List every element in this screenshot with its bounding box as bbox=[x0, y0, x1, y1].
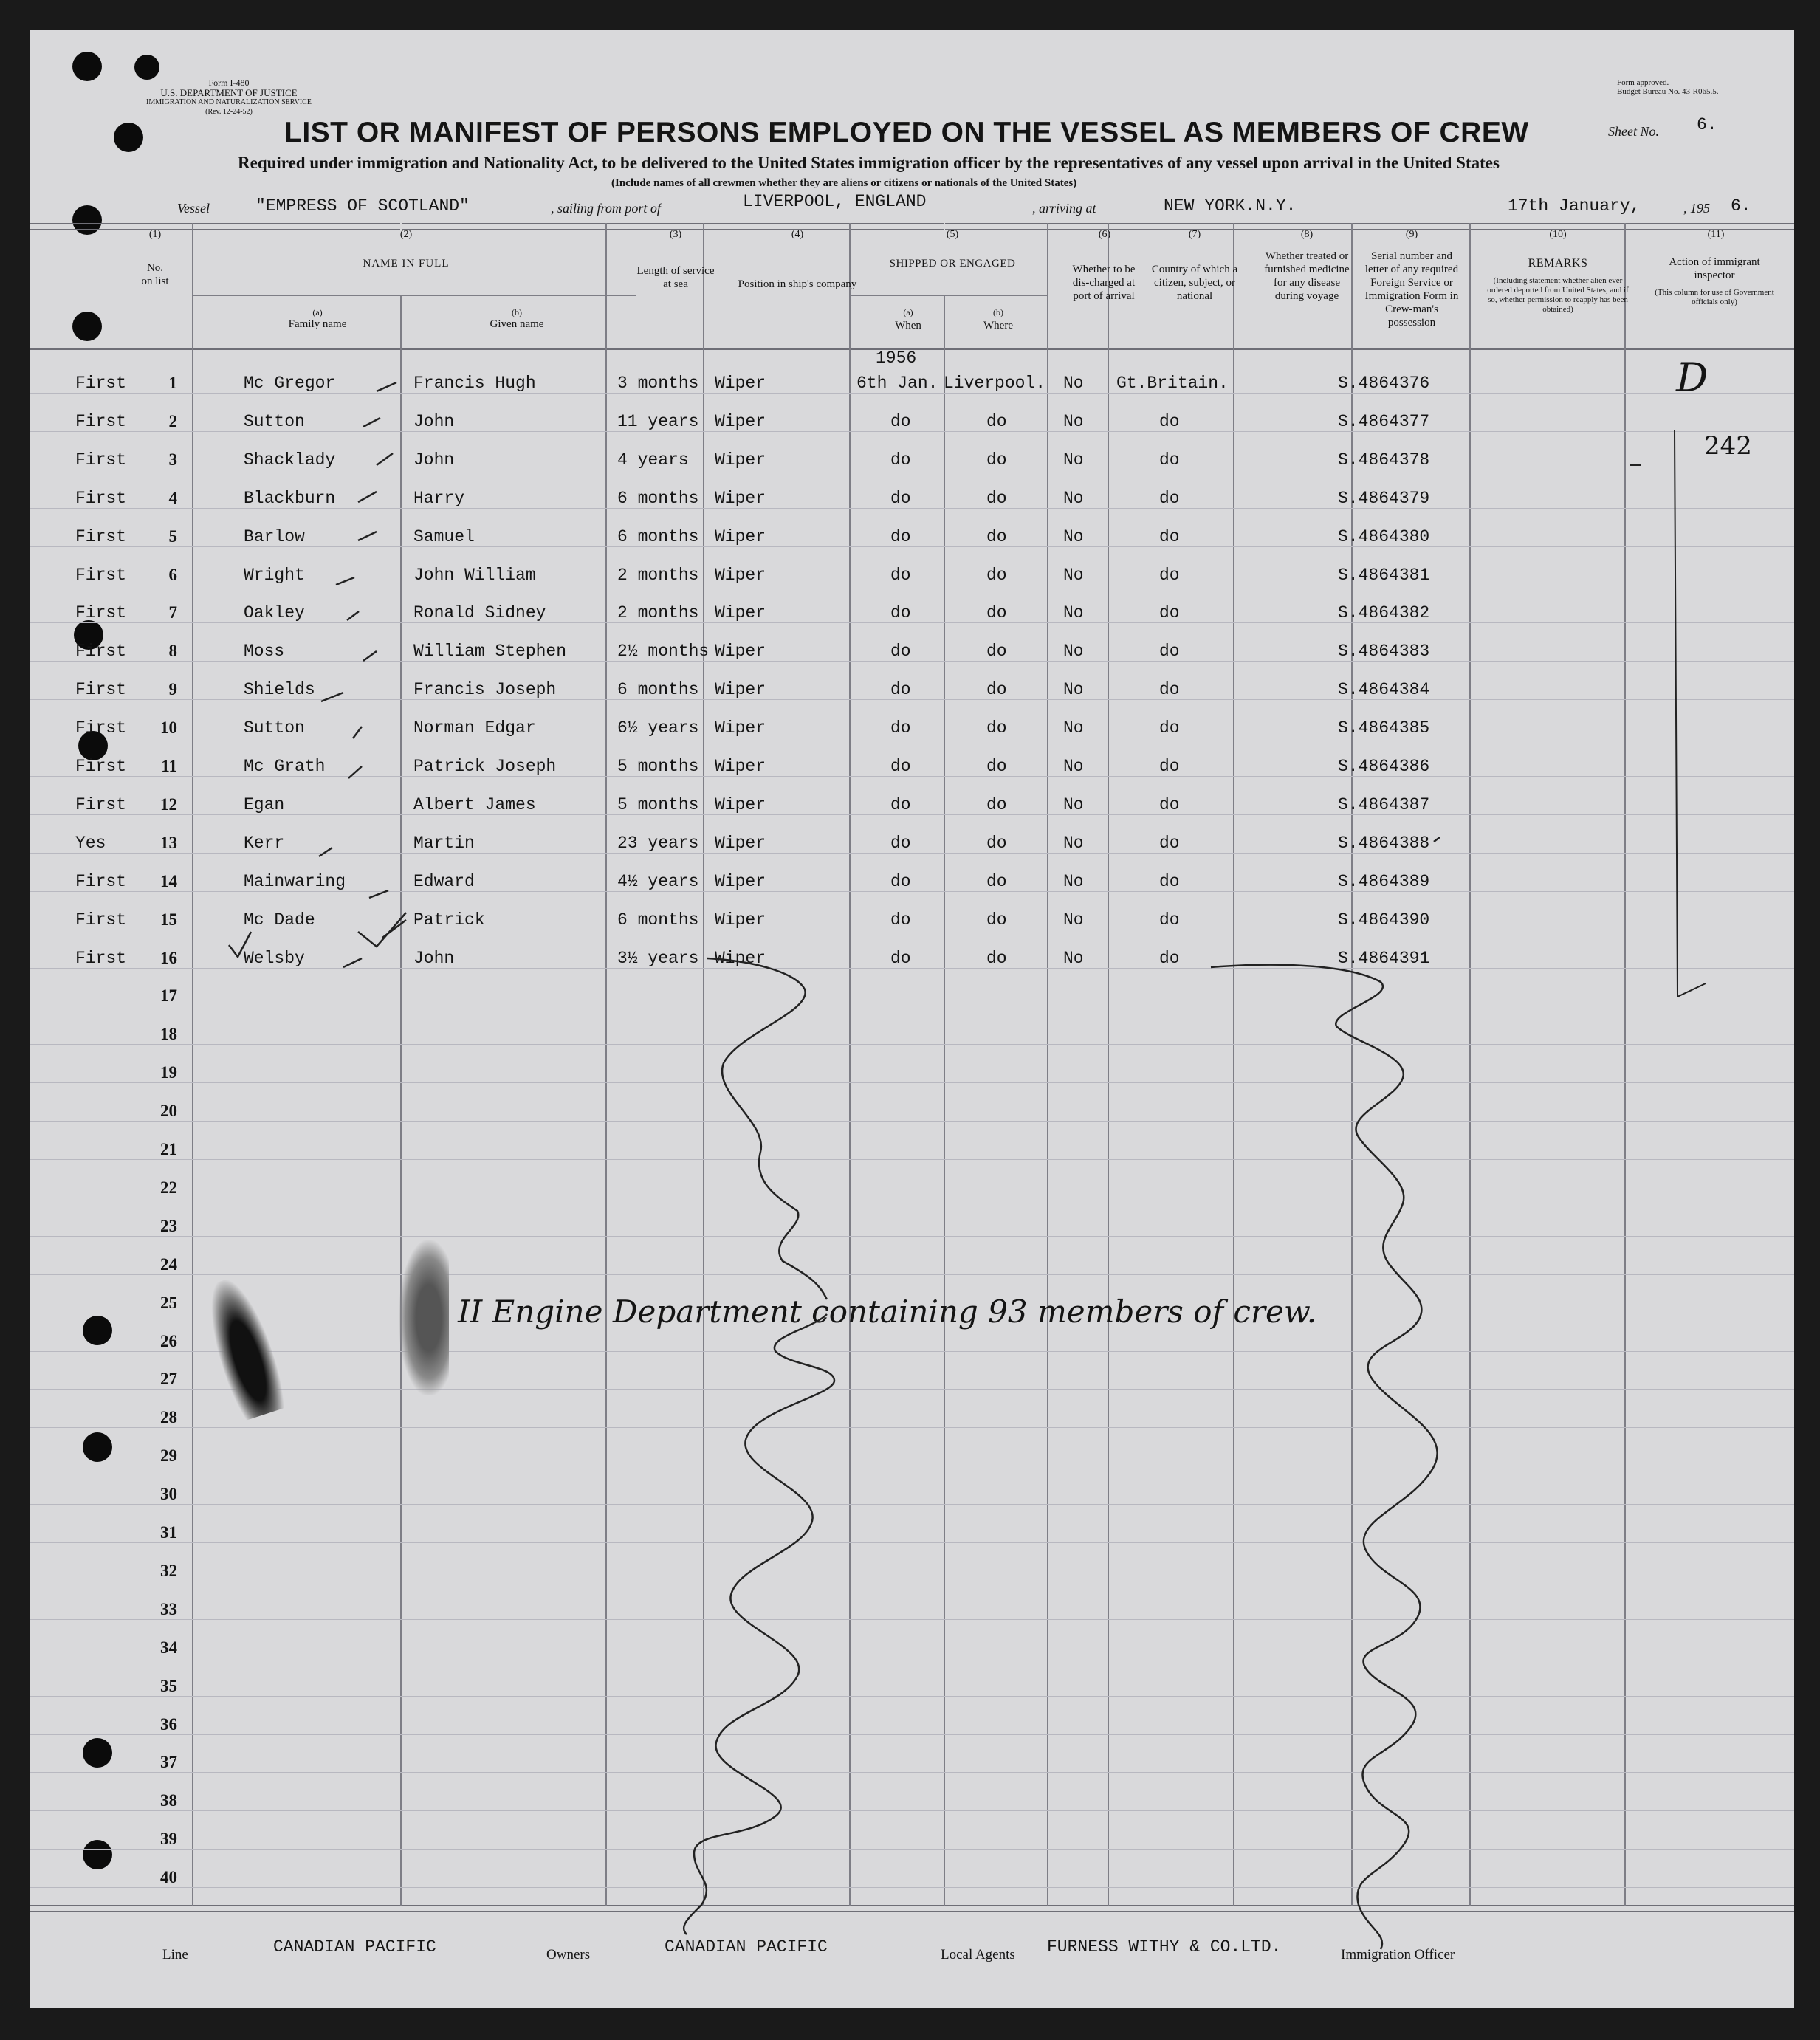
country-cell: do bbox=[1159, 603, 1180, 622]
discharged-cell: No bbox=[1063, 450, 1084, 470]
country-cell: do bbox=[1159, 872, 1180, 891]
trip-cell: Yes bbox=[75, 834, 106, 853]
form-serial-cell: S.4864384 bbox=[1338, 680, 1430, 699]
row-number: 28 bbox=[160, 1408, 177, 1426]
service-cell: 23 years bbox=[617, 834, 699, 853]
agents-value: FURNESS WITHY & CO.LTD. bbox=[1047, 1937, 1282, 1957]
when-cell: do bbox=[890, 795, 911, 814]
form-number: Form I-480 bbox=[208, 78, 250, 88]
where-cell: do bbox=[986, 566, 1007, 585]
discharged-cell: No bbox=[1063, 834, 1084, 853]
where-cell: do bbox=[986, 910, 1007, 930]
handwritten-note: II Engine Department containing 93 members of crew. bbox=[458, 1294, 1317, 1330]
row-number: 12 bbox=[160, 795, 177, 814]
position-cell: Wiper bbox=[715, 527, 766, 546]
col4-number: (4) bbox=[791, 229, 804, 240]
row-number: 19 bbox=[160, 1063, 177, 1082]
service-cell: 4 years bbox=[617, 450, 689, 470]
trip-cell: First bbox=[75, 374, 127, 393]
given-name-cell: William Stephen bbox=[413, 642, 567, 661]
where-cell: do bbox=[986, 680, 1007, 699]
remarks-mark: D bbox=[1676, 354, 1709, 401]
row-number: 11 bbox=[161, 757, 177, 775]
row-number: 31 bbox=[160, 1523, 177, 1542]
where-cell: do bbox=[986, 489, 1007, 508]
country-cell: do bbox=[1159, 910, 1180, 930]
col10-header: REMARKS bbox=[1528, 257, 1588, 269]
service-cell: 6 months bbox=[617, 527, 699, 546]
family-name-cell: Welsby bbox=[244, 949, 305, 968]
when-cell: do bbox=[890, 949, 911, 968]
country-cell: do bbox=[1159, 527, 1180, 546]
discharged-cell: No bbox=[1063, 795, 1084, 814]
position-cell: Wiper bbox=[715, 949, 766, 968]
form-serial-cell: S.4864377 bbox=[1338, 412, 1430, 431]
family-name-cell: Mainwaring bbox=[244, 872, 346, 891]
form-serial-cell: S.4864385 bbox=[1338, 718, 1430, 738]
service-cell: 2½ months bbox=[617, 642, 710, 661]
col2b-letter: (b) bbox=[512, 307, 522, 317]
form-serial-cell: S.4864390 bbox=[1338, 910, 1430, 930]
row-number: 34 bbox=[160, 1638, 177, 1657]
row-number: 10 bbox=[160, 718, 177, 737]
departure-port: LIVERPOOL, ENGLAND bbox=[743, 192, 927, 211]
service-cell: 5 months bbox=[617, 757, 699, 776]
family-name-cell: Sutton bbox=[244, 412, 305, 431]
given-name-cell: Patrick bbox=[413, 910, 485, 930]
agents-label: Local Agents bbox=[941, 1947, 1015, 1962]
country-cell: do bbox=[1159, 680, 1180, 699]
when-cell: do bbox=[890, 450, 911, 470]
remarks-number: 242 bbox=[1704, 431, 1752, 461]
discharged-cell: No bbox=[1063, 642, 1084, 661]
country-cell: do bbox=[1159, 566, 1180, 585]
position-cell: Wiper bbox=[715, 566, 766, 585]
subtitle-note: (Include names of all crewmen whether they are aliens or citizens or nationals of the United States) bbox=[611, 177, 1077, 189]
col5a-header: When bbox=[895, 320, 921, 332]
row-number: 18 bbox=[160, 1025, 177, 1043]
family-name-cell: Oakley bbox=[244, 603, 305, 622]
row-number: 39 bbox=[160, 1830, 177, 1848]
where-cell: do bbox=[986, 412, 1007, 431]
trip-cell: First bbox=[75, 795, 127, 814]
where-cell: do bbox=[986, 795, 1007, 814]
col2-header: NAME IN FULL bbox=[363, 258, 450, 269]
given-name-cell: Edward bbox=[413, 872, 475, 891]
when-cell: do bbox=[890, 718, 911, 738]
form-serial-cell: S.4864391 bbox=[1338, 949, 1430, 968]
when-cell: do bbox=[890, 603, 911, 622]
where-cell: do bbox=[986, 718, 1007, 738]
trip-cell: First bbox=[75, 566, 127, 585]
form-serial-cell: S.4864388 bbox=[1338, 834, 1430, 853]
col3-number: (3) bbox=[669, 229, 682, 240]
row-number: 16 bbox=[160, 949, 177, 967]
row-number: 37 bbox=[160, 1753, 177, 1771]
shipped-year: 1956 bbox=[876, 348, 917, 368]
subtitle: Required under immigration and Nationality Act, to be delivered to the United States immigration officer by the representatives of any vessel upon arrival in the United States bbox=[238, 154, 1500, 172]
row-number: 7 bbox=[168, 603, 177, 622]
row-number: 23 bbox=[160, 1217, 177, 1235]
cancellation-marks bbox=[30, 30, 1794, 2008]
family-name-cell: Mc Dade bbox=[244, 910, 315, 930]
given-name-cell: John bbox=[413, 949, 455, 968]
country-cell: do bbox=[1159, 450, 1180, 470]
arrival-port: NEW YORK.N.Y. bbox=[1164, 196, 1297, 216]
form-serial-cell: S.4864376 bbox=[1338, 374, 1430, 393]
given-name-cell: Samuel bbox=[413, 527, 475, 546]
ink-stain bbox=[399, 1240, 449, 1395]
when-cell: do bbox=[890, 412, 911, 431]
trip-cell: First bbox=[75, 603, 127, 622]
position-cell: Wiper bbox=[715, 718, 766, 738]
service-cell: 6 months bbox=[617, 910, 699, 930]
row-number: 5 bbox=[168, 527, 177, 546]
page-title: LIST OR MANIFEST OF PERSONS EMPLOYED ON THE VESSEL AS MEMBERS OF CREW bbox=[284, 117, 1529, 148]
given-name-cell: Francis Hugh bbox=[413, 374, 536, 393]
cancel-wave-right bbox=[1211, 965, 1438, 1949]
col10-number: (10) bbox=[1549, 229, 1567, 240]
country-cell: do bbox=[1159, 834, 1180, 853]
trip-cell: First bbox=[75, 642, 127, 661]
discharged-cell: No bbox=[1063, 757, 1084, 776]
position-cell: Wiper bbox=[715, 680, 766, 699]
col2b-header: Given name bbox=[490, 318, 544, 330]
col5a-letter: (a) bbox=[903, 307, 913, 317]
discharged-cell: No bbox=[1063, 489, 1084, 508]
row-number: 21 bbox=[160, 1140, 177, 1158]
country-cell: do bbox=[1159, 489, 1180, 508]
position-cell: Wiper bbox=[715, 642, 766, 661]
form-serial-cell: S.4864383 bbox=[1338, 642, 1430, 661]
when-cell: do bbox=[890, 489, 911, 508]
col7-header: Country of which a citizen, subject, or national bbox=[1151, 264, 1238, 302]
when-cell: do bbox=[890, 527, 911, 546]
department: U.S. DEPARTMENT OF JUSTICE bbox=[160, 87, 298, 98]
arrival-date: 17th January, bbox=[1508, 196, 1641, 216]
family-name-cell: Kerr bbox=[244, 834, 285, 853]
discharged-cell: No bbox=[1063, 374, 1084, 393]
position-cell: Wiper bbox=[715, 603, 766, 622]
service-cell: 6 months bbox=[617, 680, 699, 699]
manifest-sheet bbox=[30, 30, 1794, 2008]
revision: (Rev. 12-24-52) bbox=[205, 108, 253, 116]
col5-header: SHIPPED OR ENGAGED bbox=[889, 258, 1016, 269]
service: IMMIGRATION AND NATURALIZATION SERVICE bbox=[146, 98, 312, 106]
trip-cell: First bbox=[75, 412, 127, 431]
position-cell: Wiper bbox=[715, 910, 766, 930]
col11-note: (This column for use of Government officials only) bbox=[1655, 288, 1774, 306]
where-cell: do bbox=[986, 949, 1007, 968]
row-number: 25 bbox=[160, 1294, 177, 1312]
row-number: 24 bbox=[160, 1255, 177, 1274]
row-number: 26 bbox=[160, 1332, 177, 1350]
where-cell: do bbox=[986, 603, 1007, 622]
family-name-cell: Sutton bbox=[244, 718, 305, 738]
position-cell: Wiper bbox=[715, 412, 766, 431]
given-name-cell: John William bbox=[413, 566, 536, 585]
position-cell: Wiper bbox=[715, 489, 766, 508]
trip-cell: First bbox=[75, 450, 127, 470]
given-name-cell: Norman Edgar bbox=[413, 718, 536, 738]
when-cell: do bbox=[890, 834, 911, 853]
discharged-cell: No bbox=[1063, 718, 1084, 738]
when-cell: do bbox=[890, 757, 911, 776]
row-number: 30 bbox=[160, 1485, 177, 1503]
line-value: CANADIAN PACIFIC bbox=[273, 1937, 436, 1957]
row-number: 9 bbox=[168, 680, 177, 698]
row-number: 22 bbox=[160, 1178, 177, 1197]
where-cell: do bbox=[986, 450, 1007, 470]
row-number: 6 bbox=[168, 566, 177, 584]
row-number: 3 bbox=[168, 450, 177, 469]
col1-number: (1) bbox=[148, 229, 162, 240]
family-name-cell: Mc Gregor bbox=[244, 374, 336, 393]
discharged-cell: No bbox=[1063, 910, 1084, 930]
form-serial-cell: S.4864380 bbox=[1338, 527, 1430, 546]
col3-header: Length of service at sea bbox=[636, 265, 715, 290]
row-number: 13 bbox=[160, 834, 177, 852]
col10-note: (Including statement whether alien ever ordered deported from United States, and if so, whether permission to reapply has been obtained) bbox=[1487, 276, 1629, 314]
position-cell: Wiper bbox=[715, 834, 766, 853]
family-name-cell: Shields bbox=[244, 680, 315, 699]
col7-number: (7) bbox=[1188, 229, 1201, 240]
country-cell: do bbox=[1159, 718, 1180, 738]
trip-cell: First bbox=[75, 527, 127, 546]
approval-line2: Budget Bureau No. 43-R065.5. bbox=[1617, 87, 1719, 96]
row-number: 8 bbox=[168, 642, 177, 660]
given-name-cell: Francis Joseph bbox=[413, 680, 557, 699]
form-serial-cell: S.4864381 bbox=[1338, 566, 1430, 585]
sheet-label: Sheet No. bbox=[1608, 124, 1659, 139]
given-name-cell: Patrick Joseph bbox=[413, 757, 557, 776]
country-cell: do bbox=[1159, 642, 1180, 661]
position-cell: Wiper bbox=[715, 450, 766, 470]
family-name-cell: Barlow bbox=[244, 527, 305, 546]
trip-cell: First bbox=[75, 910, 127, 930]
col11-number: (11) bbox=[1707, 229, 1725, 240]
discharged-cell: No bbox=[1063, 603, 1084, 622]
row-number: 1 bbox=[168, 374, 177, 392]
row-number: 29 bbox=[160, 1446, 177, 1465]
row-number: 20 bbox=[160, 1102, 177, 1120]
service-cell: 6 months bbox=[617, 489, 699, 508]
trip-cell: First bbox=[75, 718, 127, 738]
service-cell: 11 years bbox=[617, 412, 699, 431]
country-cell: Gt.Britain. bbox=[1116, 374, 1229, 393]
discharged-cell: No bbox=[1063, 566, 1084, 585]
year-prefix: , 195 bbox=[1683, 201, 1710, 216]
family-name-cell: Mc Grath bbox=[244, 757, 326, 776]
inspector-line bbox=[1675, 430, 1706, 997]
service-cell: 4½ years bbox=[617, 872, 699, 891]
row-number: 36 bbox=[160, 1715, 177, 1734]
owners-label: Owners bbox=[546, 1947, 591, 1962]
service-cell: 3½ years bbox=[617, 949, 699, 968]
discharged-cell: No bbox=[1063, 949, 1084, 968]
position-cell: Wiper bbox=[715, 374, 766, 393]
given-name-cell: Albert James bbox=[413, 795, 536, 814]
col5b-letter: (b) bbox=[993, 307, 1003, 317]
given-name-cell: John bbox=[413, 450, 455, 470]
col6-number: (6) bbox=[1098, 229, 1111, 240]
given-name-cell: Harry bbox=[413, 489, 465, 508]
form-serial-cell: S.4864386 bbox=[1338, 757, 1430, 776]
cancel-wave-left bbox=[684, 958, 834, 1934]
col2-number: (2) bbox=[399, 229, 413, 240]
when-cell: do bbox=[890, 910, 911, 930]
row-number: 27 bbox=[160, 1370, 177, 1388]
col4-header: Position in ship's company bbox=[738, 278, 857, 290]
vessel-name: "EMPRESS OF SCOTLAND" bbox=[255, 196, 470, 216]
position-cell: Wiper bbox=[715, 795, 766, 814]
approval-line1: Form approved. bbox=[1617, 78, 1669, 87]
when-cell: do bbox=[890, 872, 911, 891]
discharged-cell: No bbox=[1063, 872, 1084, 891]
trip-cell: First bbox=[75, 949, 127, 968]
where-cell: do bbox=[986, 642, 1007, 661]
trip-cell: First bbox=[75, 872, 127, 891]
row-number: 14 bbox=[160, 872, 177, 890]
col1-header: No. on list bbox=[141, 262, 169, 287]
position-cell: Wiper bbox=[715, 757, 766, 776]
when-cell: do bbox=[890, 566, 911, 585]
discharged-cell: No bbox=[1063, 412, 1084, 431]
when-cell: do bbox=[890, 680, 911, 699]
row-number: 40 bbox=[160, 1868, 177, 1886]
service-cell: 3 months bbox=[617, 374, 699, 393]
col2a-letter: (a) bbox=[312, 307, 323, 317]
sheet-number: 6. bbox=[1697, 115, 1717, 134]
form-serial-cell: S.4864387 bbox=[1338, 795, 1430, 814]
service-cell: 5 months bbox=[617, 795, 699, 814]
row-number: 2 bbox=[168, 412, 177, 430]
trip-cell: First bbox=[75, 489, 127, 508]
country-cell: do bbox=[1159, 949, 1180, 968]
officer-label: Immigration Officer bbox=[1341, 1947, 1455, 1962]
row-number: 35 bbox=[160, 1677, 177, 1695]
family-name-cell: Egan bbox=[244, 795, 285, 814]
family-name-cell: Moss bbox=[244, 642, 285, 661]
year-suffix: 6. bbox=[1731, 196, 1751, 216]
sailing-label: , sailing from port of bbox=[551, 201, 661, 216]
col2a-header: Family name bbox=[288, 318, 347, 330]
form-serial-cell: S.4864379 bbox=[1338, 489, 1430, 508]
line-label: Line bbox=[162, 1947, 188, 1962]
given-name-cell: Martin bbox=[413, 834, 475, 853]
where-cell: Liverpool. bbox=[944, 374, 1046, 393]
row-number: 33 bbox=[160, 1600, 177, 1618]
col5b-header: Where bbox=[983, 320, 1013, 332]
family-name-cell: Shacklady bbox=[244, 450, 336, 470]
family-name-cell: Wright bbox=[244, 566, 305, 585]
col5-number: (5) bbox=[946, 229, 959, 240]
check-mark bbox=[229, 382, 1440, 967]
form-serial-cell: S.4864378 bbox=[1338, 450, 1430, 470]
country-cell: do bbox=[1159, 757, 1180, 776]
position-cell: Wiper bbox=[715, 872, 766, 891]
trip-cell: First bbox=[75, 680, 127, 699]
when-cell: 6th Jan. bbox=[856, 374, 938, 393]
col8-number: (8) bbox=[1300, 229, 1314, 240]
discharged-cell: No bbox=[1063, 527, 1084, 546]
where-cell: do bbox=[986, 757, 1007, 776]
row-number: 17 bbox=[160, 986, 177, 1005]
family-name-cell: Blackburn bbox=[244, 489, 336, 508]
country-cell: do bbox=[1159, 412, 1180, 431]
trip-cell: First bbox=[75, 757, 127, 776]
col8-header: Whether treated or furnished medicine for any disease during voyage bbox=[1264, 250, 1350, 302]
row-number: 32 bbox=[160, 1562, 177, 1580]
col6-header: Whether to be dis-charged at port of arrival bbox=[1072, 264, 1136, 302]
row-number: 4 bbox=[168, 489, 177, 507]
when-cell: do bbox=[890, 642, 911, 661]
col9-number: (9) bbox=[1405, 229, 1418, 240]
form-serial-cell: S.4864382 bbox=[1338, 603, 1430, 622]
row-number: 38 bbox=[160, 1791, 177, 1810]
where-cell: do bbox=[986, 834, 1007, 853]
given-name-cell: Ronald Sidney bbox=[413, 603, 546, 622]
col9-header: Serial number and letter of any required Foreign Service or Immigration Form in Crew-man's possession bbox=[1364, 250, 1459, 329]
where-cell: do bbox=[986, 872, 1007, 891]
discharged-cell: No bbox=[1063, 680, 1084, 699]
col11-header: Action of immigrant inspector bbox=[1669, 256, 1760, 281]
service-cell: 6½ years bbox=[617, 718, 699, 738]
vessel-label: Vessel bbox=[177, 201, 210, 216]
service-cell: 2 months bbox=[617, 603, 699, 622]
given-name-cell: John bbox=[413, 412, 455, 431]
arriving-label: , arriving at bbox=[1032, 201, 1096, 216]
row-number: 15 bbox=[160, 910, 177, 929]
owners-value: CANADIAN PACIFIC bbox=[665, 1937, 828, 1957]
country-cell: do bbox=[1159, 795, 1180, 814]
where-cell: do bbox=[986, 527, 1007, 546]
form-serial-cell: S.4864389 bbox=[1338, 872, 1430, 891]
service-cell: 2 months bbox=[617, 566, 699, 585]
